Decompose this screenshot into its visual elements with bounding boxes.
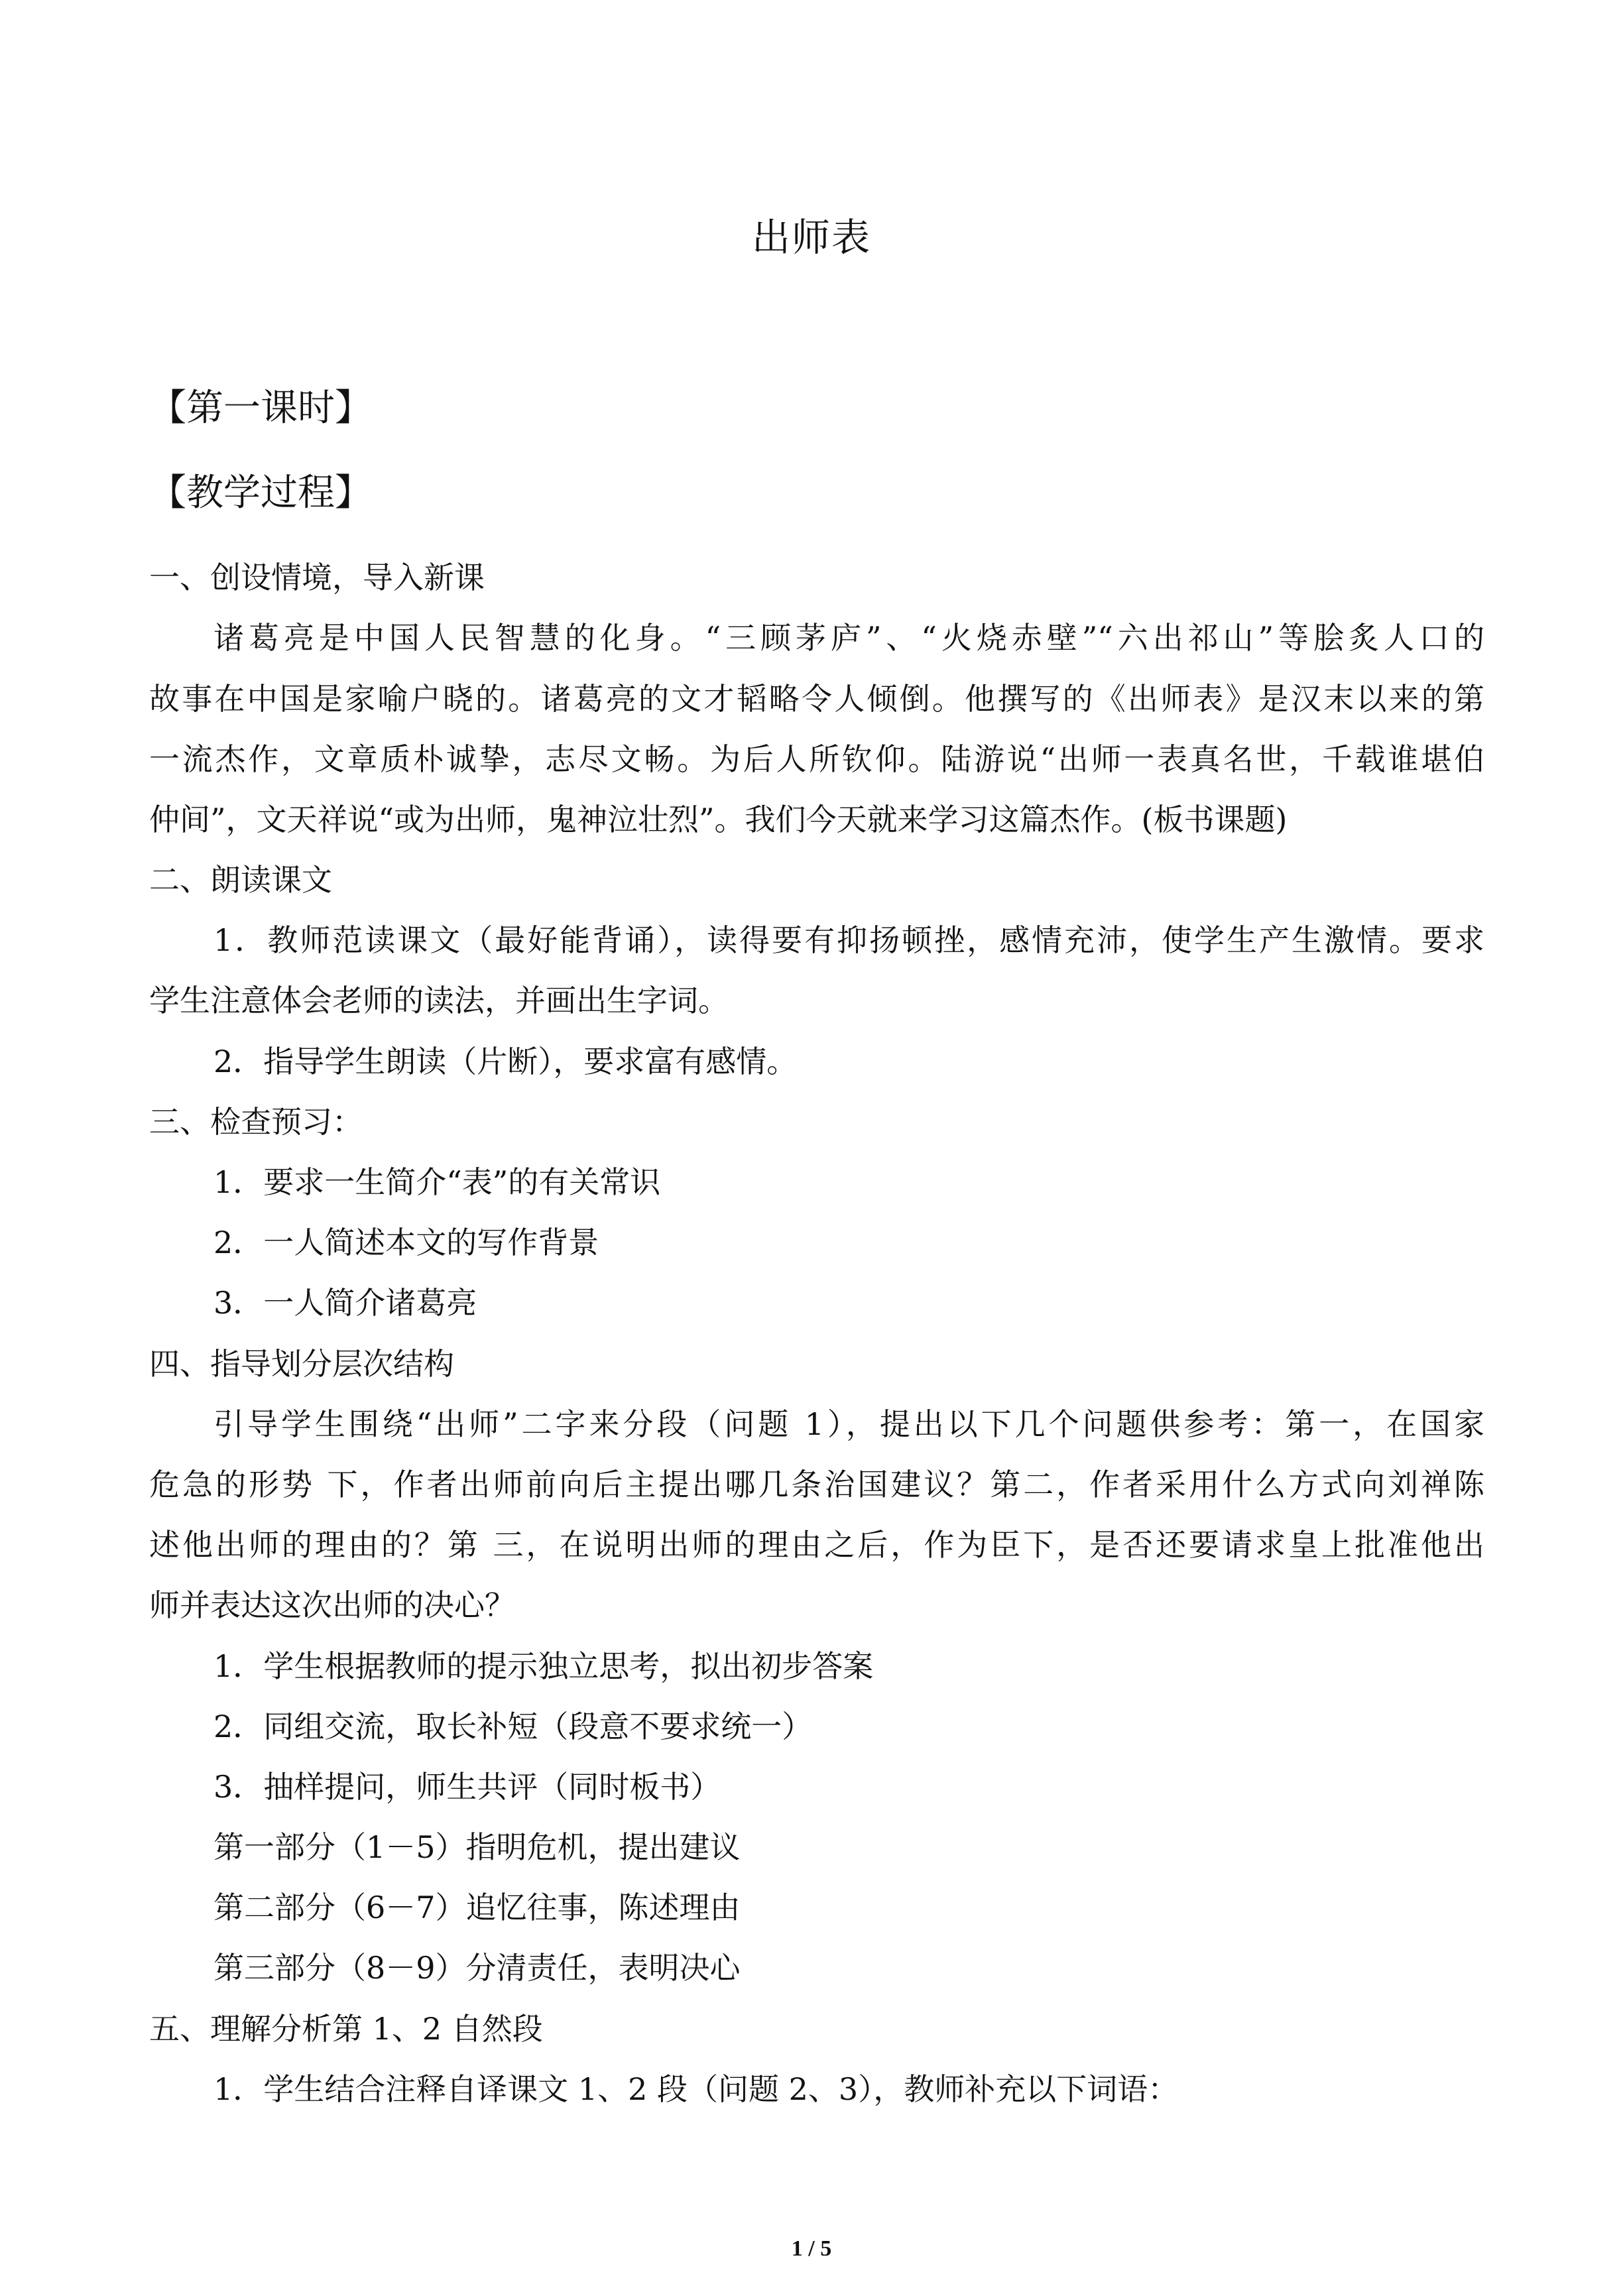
page-number: 1 / 5 xyxy=(791,2236,832,2261)
process-heading: 【教学过程】 xyxy=(149,471,372,514)
list-item: 1．学生根据教师的提示独立思考，拟出初步答案 xyxy=(213,1648,874,1684)
document-title: 出师表 xyxy=(751,215,871,260)
paragraph-line: 故事在中国是家喻户晓的。诸葛亮的文才韬略令人倾倒。他撰写的《出师表》是汉末以来的第 xyxy=(149,681,1484,717)
paragraph-line: 学生注意体会老师的读法，并画出生字词。 xyxy=(149,983,729,1018)
section-heading-5: 五、理解分析第 1、2 自然段 xyxy=(149,2011,543,2047)
paragraph-line: 危急的形势 下，作者出师前向后主提出哪几条治国建议？第二，作者采用什么方式向刘禅陈 xyxy=(149,1467,1484,1502)
lesson-heading: 【第一课时】 xyxy=(149,387,372,430)
list-item: 第一部分（1－5）指明危机，提出建议 xyxy=(213,1829,741,1865)
list-item: 3．抽样提问，师生共评（同时板书） xyxy=(213,1769,721,1805)
paragraph-line: 仲间”，文天祥说“或为出师，鬼神泣壮烈”。我们今天就来学习这篇杰作。(板书课题) xyxy=(149,802,1288,837)
list-item: 2．一人简述本文的写作背景 xyxy=(213,1225,599,1260)
paragraph-line: 述他出师的理由的？第 三，在说明出师的理由之后，作为臣下，是否还要请求皇上批准他出 xyxy=(149,1527,1484,1563)
list-item: 2．同组交流，取长补短（段意不要求统一） xyxy=(213,1709,813,1744)
list-item: 1．要求一生简介“表”的有关常识 xyxy=(213,1164,661,1200)
section-heading-1: 一、创设情境，导入新课 xyxy=(149,560,485,595)
list-item: 第二部分（6－7）追忆往事，陈述理由 xyxy=(213,1890,741,1925)
section-heading-2: 二、朗读课文 xyxy=(149,862,332,898)
list-item: 3．一人简介诸葛亮 xyxy=(213,1285,477,1321)
list-item: 第三部分（8－9）分清责任，表明决心 xyxy=(213,1950,741,1986)
section-heading-4: 四、指导划分层次结构 xyxy=(149,1346,454,1382)
paragraph-line: 一流杰作，文章质朴诚挚，志尽文畅。为后人所钦仰。陆游说“出师一表真名世，千载谁堪伯 xyxy=(149,741,1484,777)
list-item: 1．学生结合注释自译课文 1、2 段（问题 2、3），教师补充以下词语： xyxy=(213,2071,1179,2107)
paragraph-line: 诸葛亮是中国人民智慧的化身。“三顾茅庐”、“火烧赤壁”“六出祁山”等脍炙人口的 xyxy=(213,620,1484,656)
paragraph-line: 师并表达这次出师的决心？ xyxy=(149,1587,515,1623)
paragraph-line: 引导学生围绕“出师”二字来分段（问题 1），提出以下几个问题供参考：第一，在国家 xyxy=(213,1406,1484,1442)
list-item: 2．指导学生朗读（片断），要求富有感情。 xyxy=(213,1044,798,1079)
section-heading-3: 三、检查预习： xyxy=(149,1104,363,1140)
paragraph-line: 1．教师范读课文（最好能背诵），读得要有抑扬顿挫，感情充沛，使学生产生激情。要求 xyxy=(213,922,1484,958)
